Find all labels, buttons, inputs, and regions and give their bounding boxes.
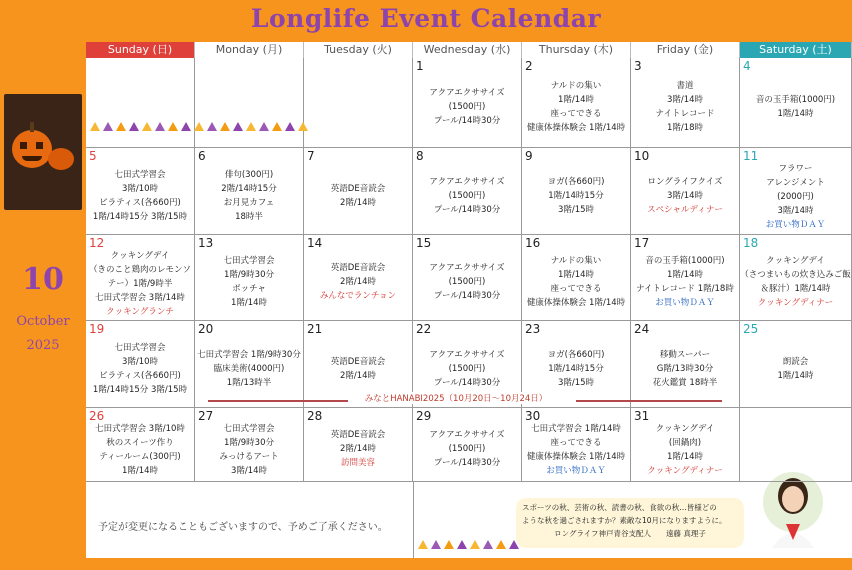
date-number: 31 [634,409,650,423]
event-line: 英語DE音読会 [330,183,386,194]
event-line: 1階/13時半 [226,377,272,388]
triangle-decoration [285,122,295,131]
month-name: October [16,314,70,329]
date-number: 14 [307,236,323,250]
triangle-decoration [116,122,126,131]
date-number: 17 [634,236,650,250]
event-line: （さつまいもの炊き込みご飯 [740,270,851,280]
date-number: 13 [198,236,214,250]
triangle-decoration [418,540,428,549]
event-line: ピラティス(各660円) [99,197,181,208]
event-line: 3階/14時 [666,95,704,105]
triangle-decoration [246,122,256,131]
date-number: 20 [198,322,214,336]
event-line: 座ってできる [550,438,602,448]
event-line: （きのこと鶏肉のレモンソ [88,265,191,275]
event-line: 1階/14時 [666,270,704,280]
message-line: ような秋を過ごされますか？素敵な10月になりますように。 [522,516,727,525]
event-line: 英語DE音読会 [330,263,386,273]
event-line: (回鍋肉) [668,438,702,448]
event-line: G階/13時30分 [656,363,714,374]
day-cell [195,408,304,482]
event-line: 2階/14時 [339,370,377,381]
event-line: 移動スーパー [659,349,711,360]
day-header: Saturday (土) [740,42,852,58]
day-cell [413,235,522,321]
event-line: プール/14時30分 [433,116,501,126]
event-highlight: クッキングディナー [757,298,834,308]
event-line: 3階/14時 [666,190,704,201]
event-line: ＆豚汁）1階/14時 [760,284,831,294]
event-line: 七田式学習会 [223,256,275,266]
event-highlight: お買い物ＤＡＹ [765,220,826,230]
pumpkin-eye [20,142,27,149]
event-line: アクアエクササイズ [429,349,505,360]
day-cell [86,408,195,482]
event-line: お月見カフェ [223,197,275,208]
triangle-decoration [483,540,493,549]
event-highlight: スペシャルディナー [647,204,723,215]
date-number: 4 [743,59,751,73]
triangle-decoration [155,122,165,131]
date-number: 30 [525,409,541,423]
date-number: 23 [525,322,541,336]
pumpkin-icon [12,130,52,168]
event-line: みっけるアート [219,452,279,462]
calendar-grid [86,42,852,558]
event-line: アクアエクササイズ [429,430,505,440]
triangle-decoration [233,122,243,131]
triangle-decoration [259,122,269,131]
day-cell [631,58,740,148]
event-line: (1500円) [448,102,486,112]
triangle-decoration [431,540,441,549]
event-line: ナルドの集い [550,81,602,91]
event-line: ナルドの集い [550,256,602,266]
day-cell [522,408,631,482]
year: 2025 [26,338,60,353]
event-line: アレンジメント [766,178,825,188]
event-line: 2階/14時 [339,277,377,287]
event-line: 健康体操体験会 1階/14時 [526,298,626,308]
event-line: クッキングデイ [766,256,825,266]
event-line: フラワー [778,164,813,174]
event-line: 七田式学習会 3階/10時 [95,424,185,434]
date-number: 1 [416,59,424,73]
triangle-decoration [509,540,519,549]
date-number: 9 [525,149,533,163]
day-cell [631,408,740,482]
event-highlight: クッキングディナー [647,466,723,476]
day-cell [304,58,413,148]
date-number: 18 [743,236,759,250]
event-line: プール/14時30分 [433,458,501,468]
event-highlight: みんなでランチョン [319,291,397,301]
event-line: 1階/14時15分 [548,363,604,374]
triangle-decoration [470,540,480,549]
event-line: 七田式学習会 [114,169,166,180]
event-line: 健康体操体験会 1階/14時 [526,123,626,133]
event-line: 七田式学習会 [223,424,275,434]
event-line: プール/14時30分 [433,377,501,388]
event-line: 3階/14時 [777,206,814,216]
day-cell [522,235,631,321]
day-cell [195,235,304,321]
day-cell [86,148,195,235]
triangle-decoration [181,122,191,131]
day-header: Monday (月) [195,42,304,58]
date-number: 19 [89,322,105,336]
triangle-decoration [194,122,204,131]
event-highlight: お買い物ＤＡＹ [546,466,606,476]
event-line: (1500円) [448,363,486,374]
event-line: 健康体操体験会 1階/14時 [526,452,626,462]
event-line: 3階/10時 [121,356,159,367]
event-line: 1階/9時30分 [224,270,274,280]
hanabi-banner: みなとHANABI2025（10月20日〜10月24日） [356,392,556,404]
date-number: 27 [198,409,214,423]
event-line: 1階/14時 [777,109,814,119]
event-line: ヨガ(各660円) [547,349,605,360]
event-line: 1階/14時15分 3階/15時 [92,211,188,222]
day-header: Tuesday (火) [304,42,413,58]
event-line: 1階/14時15分 [548,190,604,201]
day-cell [195,148,304,235]
event-line: 朗読会 [782,356,809,367]
event-line: クッキングデイ [110,251,170,261]
event-line: 2階/14時 [339,197,377,208]
event-line: テー）1階/9時半 [107,279,173,289]
day-header: Thursday (木) [522,42,631,58]
day-cell [740,148,852,235]
message-signature: ロングライフ神戸青谷支配人 遠藤 真理子 [554,529,706,538]
triangle-decoration [142,122,152,131]
event-line: 座ってできる [550,109,602,119]
event-line: ヨガ(各660円) [547,176,605,187]
event-line: 俳句(300円) [224,169,274,180]
event-line: 七田式学習会 3階/14時 [95,293,185,303]
day-cell [86,235,195,321]
day-cell [195,321,304,408]
date-number: 26 [89,409,105,423]
event-line: 七田式学習会 1階/9時30分 [197,349,301,360]
event-line: (1500円) [448,190,486,201]
event-line: 1階/9時30分 [224,438,274,448]
day-cell [740,408,852,482]
day-header: Sunday (日) [86,42,195,58]
event-line: ロングライフクイズ [647,176,723,187]
event-line: 2階/14時 [339,444,377,454]
event-line: アクアエクササイズ [429,263,505,273]
day-cell [413,58,522,148]
month-number: 10 [22,262,64,297]
date-number: 24 [634,322,650,336]
event-line: (2000円) [777,192,814,202]
triangle-decoration [272,122,282,131]
day-cell [304,408,413,482]
triangle-decoration [103,122,113,131]
triangle-decoration [168,122,178,131]
day-cell [413,408,522,482]
event-line: 1階/14時 [666,452,704,462]
event-line: 七田式学習会 [114,342,166,353]
day-cell [86,321,195,408]
day-header: Wednesday (水) [413,42,522,58]
event-line: ナイトレコード [655,109,715,119]
date-number: 3 [634,59,642,73]
date-number: 6 [198,149,206,163]
triangle-decoration [298,122,308,131]
event-line: 英語DE音読会 [330,430,386,440]
event-line: (1500円) [448,277,486,287]
event-line: 3階/15時 [557,377,595,388]
triangle-decoration [129,122,139,131]
date-number: 12 [89,236,105,250]
page-title: Longlife Event Calendar [250,4,602,33]
triangle-decoration [220,122,230,131]
notice-box [86,482,414,558]
event-line: 1階/14時 [557,270,595,280]
triangle-decoration [444,540,454,549]
notice-text: 予定が変更になることもございますので、予めご了承ください。 [98,522,388,533]
pumpkin-eye [36,142,43,149]
date-number: 25 [743,322,759,336]
day-cell [304,148,413,235]
triangle-decoration [207,122,217,131]
day-cell [740,235,852,321]
triangle-decoration [496,540,506,549]
date-number: 2 [525,59,533,73]
event-line: ティールーム(300円) [99,452,181,462]
event-line: 3階/10時 [121,183,159,194]
day-cell [631,148,740,235]
day-cell [195,58,304,148]
event-line: 七田式学習会 1階/14時 [531,424,621,434]
date-number: 22 [416,322,432,336]
small-pumpkin-icon [48,148,74,170]
day-cell [740,58,852,148]
event-line: 3階/15時 [557,204,595,215]
event-line: 秋のスイーツ作り [106,438,174,448]
event-line: アクアエクササイズ [429,88,505,98]
event-line: アクアエクササイズ [429,176,505,187]
event-line: 座ってできる [550,284,602,294]
day-cell [631,235,740,321]
day-cell [631,321,740,408]
event-line: 2階/14時15分 [221,183,277,194]
day-cell [86,58,195,148]
event-line: 花火鑑賞 18時半 [652,377,718,388]
manager-message [516,498,744,548]
event-line: 1階/14時 [121,466,159,476]
triangle-decoration [457,540,467,549]
event-line: (1500円) [448,444,486,454]
day-cell [522,58,631,148]
date-number: 10 [634,149,650,163]
day-cell [522,148,631,235]
date-number: 15 [416,236,432,250]
date-number: 7 [307,149,315,163]
pumpkin-photo [4,94,82,210]
day-cell [740,321,852,408]
event-line: 音の玉手箱(1000円) [645,256,725,266]
event-line: 1階/18時 [666,123,704,133]
event-line: 1階/14時 [777,370,814,381]
event-line: ナイトレコード 1階/18時 [636,284,734,294]
event-line: 英語DE音読会 [330,356,386,367]
triangle-decoration [90,122,100,131]
event-highlight: お買い物ＤＡＹ [655,298,715,308]
day-header: Friday (金) [631,42,740,58]
date-number: 28 [307,409,323,423]
message-line: スポーツの秋、芸術の秋、読書の秋、食欲の秋…皆様どの [522,503,717,512]
banner-arrow [208,400,348,402]
event-line: 18時半 [235,211,263,222]
event-line: プール/14時30分 [433,204,501,215]
event-line: 1階/14時15分 3階/15時 [92,384,188,395]
day-cell [304,235,413,321]
banner-arrow [576,400,722,402]
event-line: ピラティス(各660円) [99,370,181,381]
event-highlight: クッキングランチ [106,307,174,317]
event-line: 臨床美術(4000円) [213,363,285,374]
date-number: 8 [416,149,424,163]
event-line: 1階/14時 [557,95,595,105]
date-number: 29 [416,409,432,423]
date-number: 11 [743,149,759,163]
event-line: 1階/14時 [230,298,268,308]
date-number: 21 [307,322,323,336]
side-panel [0,40,86,560]
event-line: ボッチャ [232,284,266,294]
pumpkin-mouth [22,156,42,161]
event-highlight: 訪問美容 [340,458,375,468]
event-line: 3階/14時 [230,466,268,476]
event-line: 書道 [676,81,694,91]
event-line: プール/14時30分 [433,291,501,301]
date-number: 5 [89,149,97,163]
event-line: クッキングデイ [655,424,715,434]
event-line: 音の玉手箱(1000円) [755,95,836,105]
date-number: 16 [525,236,541,250]
day-cell [413,148,522,235]
